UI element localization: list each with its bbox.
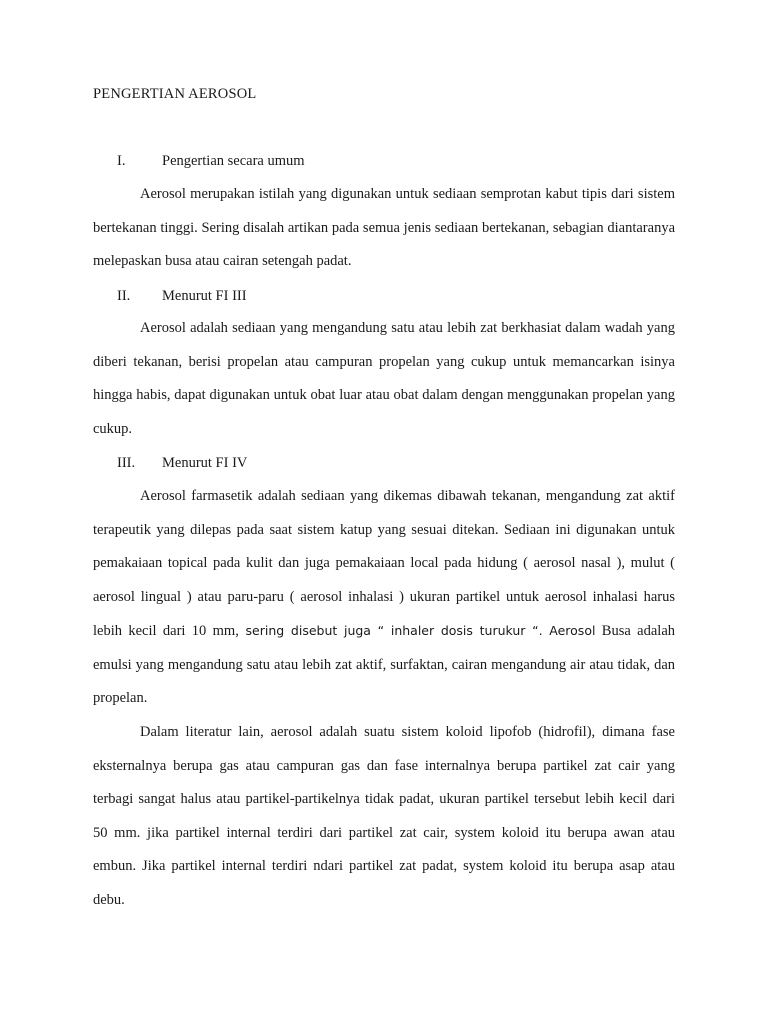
document-title: PENGERTIAN AEROSOL (93, 86, 257, 102)
closing-paragraph: Dalam literatur lain, aerosol adalah suatu sistem koloid lipofob (hidrofil), dimana fase eksternalnya berupa gas atau campuran gas dan fase internalnya berupa partikel zat cair yang terbagi sangat halus atau partikel-partikelnya tidak padat, ukuran partikel tersebut lebih kecil dari 50 mm. jika partikel internal terdiri dari partikel zat cair, system koloid itu berupa awan atau embun. Jika partikel internal terdiri ndari partikel zat padat, system koloid itu berupa asap atau debu. (93, 724, 675, 908)
paragraph-text: Busa adalah emulsi yang mengandung satu atau lebih zat aktif, surfaktan, cairan mengandung air atau tidak, dan propelan. (93, 623, 675, 706)
section-paragraph-2: Aerosol adalah sediaan yang mengandung satu atau lebih zat berkhasiat dalam wadah yang diberi tekanan, berisi propelan atau campuran propelan yang cukup untuk memancarkan isinya hingga habis, dapat digunakan untuk obat luar atau obat dalam dengan menggunakan propelan yang cukup. (93, 320, 675, 437)
section-heading-2 (117, 288, 247, 305)
paragraph-text: Aerosol farmasetik adalah sediaan yang dikemas dibawah tekanan, mengandung zat aktif terapeutik yang dilepas pada saat sistem katup yang sesuai ditekan. Sediaan ini digunakan untuk pemakaiaan topical pada kulit dan juga pemakaiaan local pada hidung ( aerosol nasal ), mulut ( aerosol lingual ) atau paru-paru ( aerosol inhalasi ) ukuran partikel untuk aerosol inhalasi harus lebih kecil dari 10 mm, (93, 488, 675, 639)
section-paragraph-3 (93, 480, 675, 716)
section-number: III. (117, 455, 136, 471)
section-heading-text: Menurut FI III (162, 288, 247, 304)
section-heading-1 (117, 153, 305, 170)
section-number: II. (117, 288, 131, 304)
section-heading-3 (117, 455, 247, 472)
paragraph-text-alt-font: sering disebut juga “ inhaler dosis turukur “. Aerosol (238, 623, 596, 638)
section-heading-text: Menurut FI IV (162, 455, 248, 471)
section-paragraph-1: Aerosol merupakan istilah yang digunakan untuk sediaan semprotan kabut tipis dari sistem bertekanan tinggi. Sering disalah artikan pada semua jenis sediaan bertekanan, sebagian diantaranya melepaskan busa atau cairan setengah padat. (93, 186, 675, 269)
section-heading-text: Pengertian secara umum (162, 153, 305, 169)
section-number: I. (117, 153, 126, 169)
